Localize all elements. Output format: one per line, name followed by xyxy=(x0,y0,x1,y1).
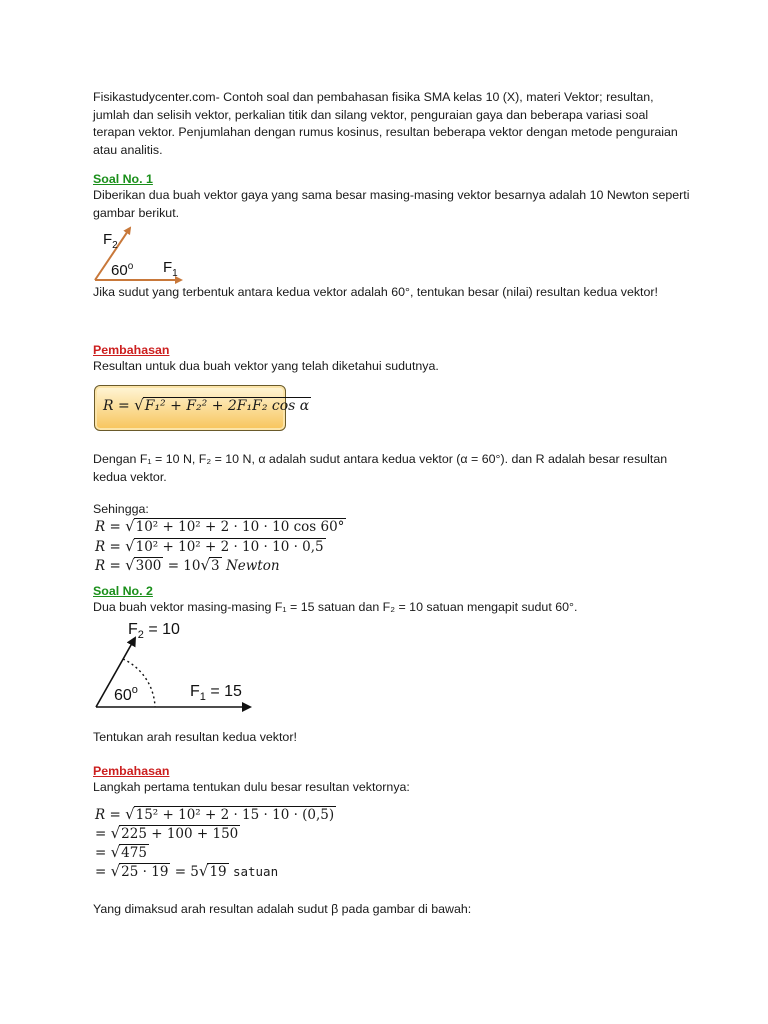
svg-text:F2 = 10: $F_2 = 10$ xyxy=(128,621,180,641)
soal-2-heading: Soal No. 2 xyxy=(93,584,153,598)
fig1-f1-label: F xyxy=(163,259,173,276)
pembahasan-2-text: Langkah pertama tentukan dulu besar resultan vektornya: xyxy=(93,780,410,794)
intro-paragraph: Fisikastudycenter.com- Contoh soal dan pembahasan fisika SMA kelas 10 (X), materi Vektor; resultan, jumlah dan selisih vektor, perkalian titik dan silang vektor, penguraian gaya dan beberapa variasi soal terapan vektor. Penjumlahan dengan rumus kosinus, resultan beberapa vektor dengan metode penguraian atau analitis. xyxy=(93,90,678,157)
fig1-f2-sub: 2 xyxy=(112,240,118,251)
calc-1-line-3: R = √300 = 10√3 Newton xyxy=(95,556,280,574)
svg-text:60o xyxy=(111,261,134,279)
soal-1-question: Jika sudut yang terbentuk antara kedua vektor adalah 60°, tentukan besar (nilai) resultan kedua vektor! xyxy=(93,285,658,299)
pembahasan-2-heading: Pembahasan xyxy=(93,764,170,778)
calc-2-line-4: = √25 · 19 = 5√19 satuan xyxy=(95,862,279,880)
svg-text:F2 xyxy=(103,231,118,251)
dengan-paragraph: Dengan F₁ = 10 N, F₂ = 10 N, α adalah sudut antara kedua vektor (α = 60°). dan R adalah besar resultan kedua vektor. xyxy=(93,452,668,484)
fig2-angle-label: 60 xyxy=(114,687,132,704)
pembahasan-1-heading: Pembahasan xyxy=(93,343,170,357)
soal-2-text: Dua buah vektor masing-masing F₁ = 15 satuan dan F₂ = 10 satuan mengapit sudut 60°. xyxy=(93,600,578,614)
fig1-f1-sub: 1 xyxy=(172,268,178,279)
calc-1-line-2: R = √10² + 10² + 2 · 10 · 10 · 0,5 xyxy=(95,537,324,555)
fig2-f2-label: F xyxy=(128,621,138,638)
resultant-formula-box: R = √F₁² + F₂² + 2F₁F₂ cos α xyxy=(94,385,286,431)
pembahasan-1-text: Resultan untuk dua buah vektor yang telah diketahui sudutnya. xyxy=(93,359,439,373)
formula-body: F₁² + F₂² + 2F₁F₂ cos α xyxy=(144,398,310,414)
vector-diagram-1 xyxy=(90,224,200,286)
fig1-deg: o xyxy=(127,261,134,272)
vector-diagram-2 xyxy=(90,614,260,714)
svg-text:F1 = 15: $F_1 = 15$ xyxy=(190,683,242,703)
fig2-f1-label: F xyxy=(190,683,200,700)
formula-lhs: R = xyxy=(103,398,135,414)
fig1-angle-label: 60 xyxy=(111,262,128,279)
soal-2-question: Tentukan arah resultan kedua vektor! xyxy=(93,730,297,744)
svg-text:60o: 60$^o$ xyxy=(114,684,138,704)
fig1-f2-label: F xyxy=(103,231,113,248)
svg-text:F1 xyxy=(163,259,178,279)
calc-2-line-1: R = √15² + 10² + 2 · 15 · 10 · (0,5) xyxy=(95,805,335,823)
soal-1-text: Diberikan dua buah vektor gaya yang sama besar masing-masing vektor besarnya adalah 10 Newton seperti gambar berikut. xyxy=(93,188,690,220)
calc-2-line-3: = √475 xyxy=(95,843,147,861)
calc-2-line-2: = √225 + 100 + 150 xyxy=(95,824,239,842)
arah-paragraph: Yang dimaksud arah resultan adalah sudut β pada gambar di bawah: xyxy=(93,902,472,916)
soal-1-heading: Soal No. 1 xyxy=(93,172,153,186)
sehingga-label: Sehingga: xyxy=(93,502,149,516)
calc-1-line-1: R = √10² + 10² + 2 · 10 · 10 cos 60° xyxy=(95,517,345,535)
